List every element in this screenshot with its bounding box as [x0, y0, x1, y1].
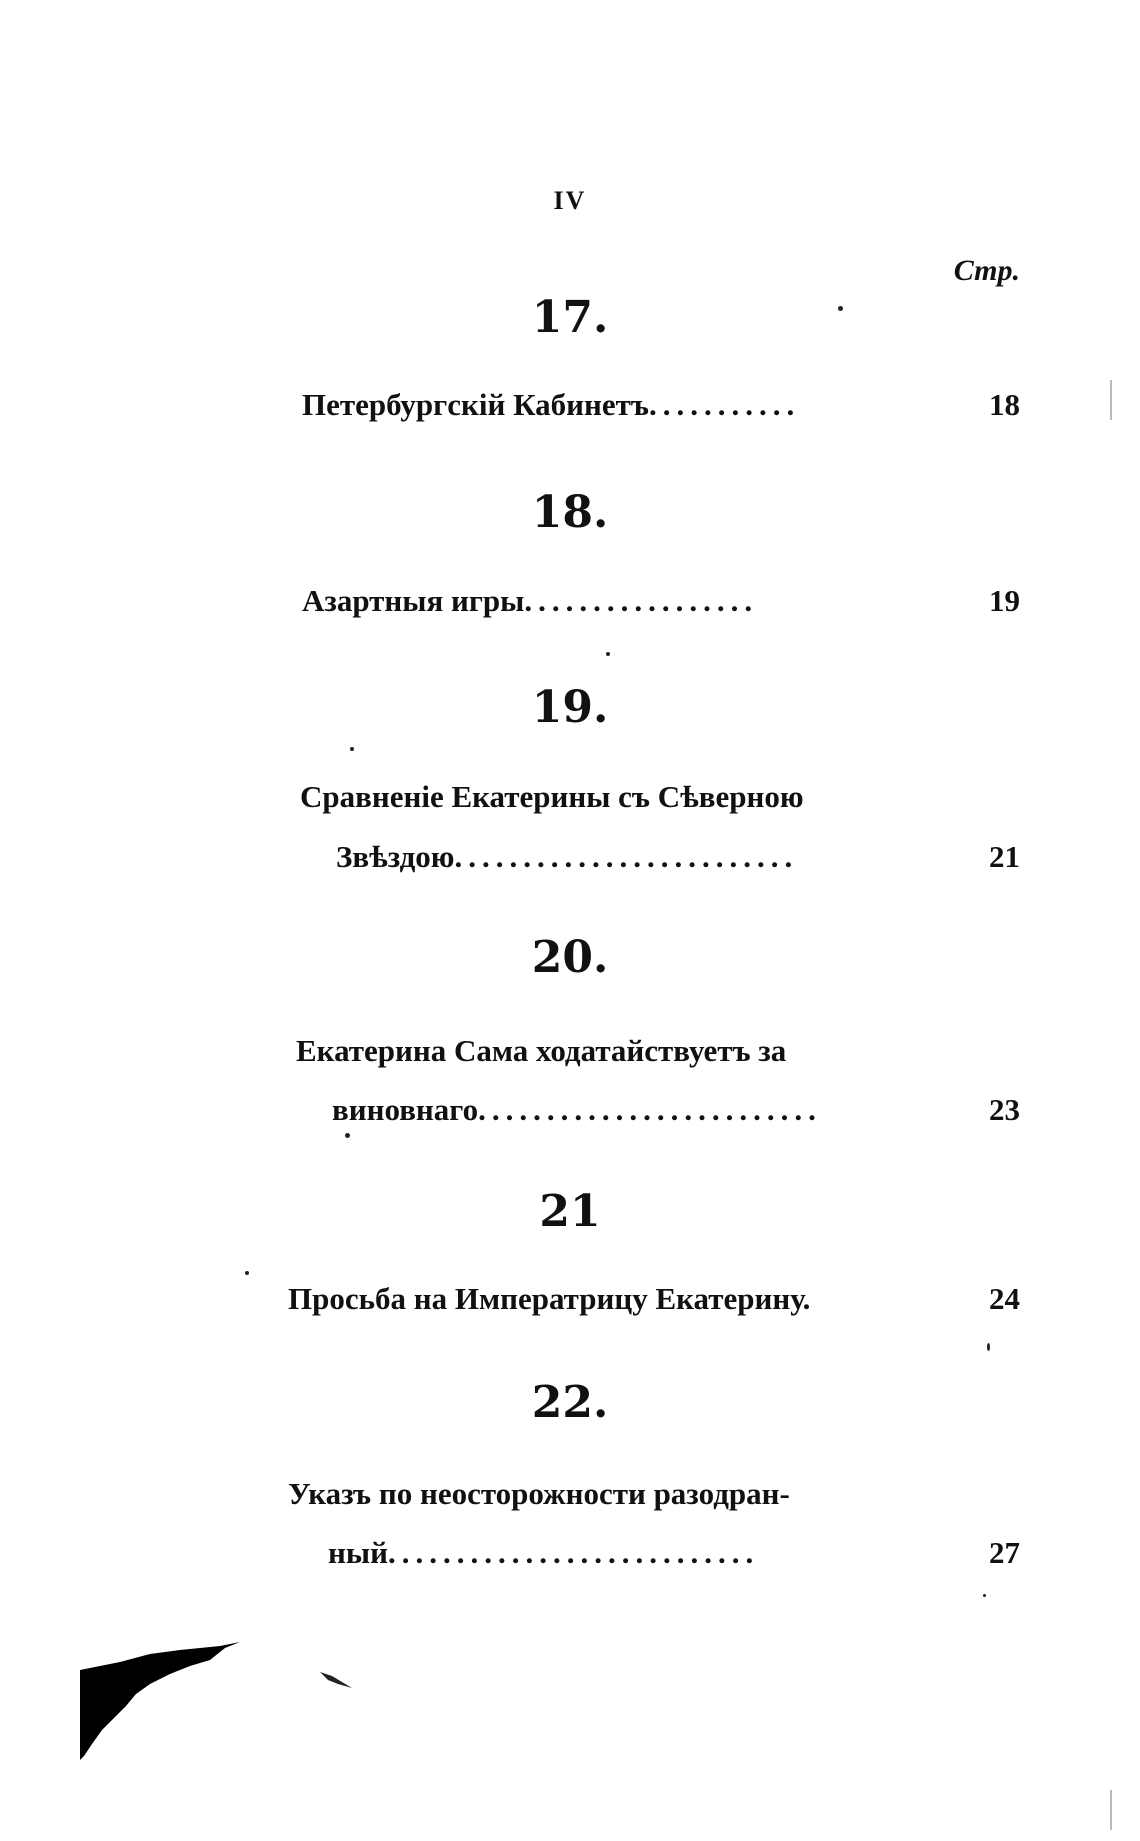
entry-title: Петербургскій Кабинетъ: [302, 387, 649, 422]
entry-title-line[interactable]: [288, 1281, 968, 1321]
entry-title-line[interactable]: [302, 583, 942, 623]
ink-mark-decoration: [318, 1668, 358, 1692]
entry-number: 18.: [531, 487, 609, 538]
page-column-heading: Стр.: [953, 254, 1020, 287]
entry-title-continuation[interactable]: [328, 1535, 938, 1575]
entry-title: Сравненіе Екатерины съ Сѣверною: [300, 779, 804, 814]
entry-title: Азартныя игры: [302, 583, 525, 618]
entry-title-line[interactable]: [288, 1476, 958, 1516]
entry-title-rest: Звѣздою: [336, 839, 455, 874]
entry-title-rest: ный: [328, 1535, 388, 1570]
page-edge-mark: [1110, 380, 1112, 420]
entry-number: 20.: [531, 932, 609, 983]
entry-title-continuation[interactable]: [332, 1092, 942, 1132]
entry-page-number: 21: [989, 839, 1020, 874]
leader-dots: .........................: [478, 1092, 822, 1127]
entry-title-rest: виновнаго: [332, 1092, 479, 1127]
scan-speck: [345, 1133, 350, 1138]
entry-page-number: 23: [989, 1092, 1020, 1127]
entry-page-number: 24: [989, 1281, 1020, 1316]
entry-title-line[interactable]: [302, 387, 942, 427]
entry-number: 17.: [531, 292, 609, 343]
page-folio: IV: [553, 186, 587, 215]
entry-title-continuation[interactable]: [336, 839, 946, 879]
leader-dots: .........................: [454, 839, 799, 874]
scan-speck: [245, 1271, 249, 1275]
ink-blot-decoration: [80, 1640, 240, 1760]
entry-title: Екатерина Сама ходатайствуетъ за: [296, 1033, 787, 1068]
scan-speck: [987, 1343, 990, 1351]
scan-speck: [350, 747, 354, 751]
page-edge-mark: [1110, 1790, 1112, 1830]
entry-page-number: 18: [989, 387, 1020, 422]
entry-number: 19.: [531, 682, 609, 733]
entry-number: 21: [539, 1186, 601, 1237]
leader-dots: ...........: [648, 387, 801, 422]
entry-title-line[interactable]: [296, 1033, 956, 1073]
entry-page-number: 19: [989, 583, 1020, 618]
scan-speck: [838, 306, 843, 311]
leader-dots: .................: [524, 583, 759, 618]
entry-title: Указъ по неосторожности разодран-: [288, 1476, 790, 1511]
leader-dots: ...........................: [387, 1535, 760, 1570]
scan-speck: [606, 652, 610, 656]
entry-number: 22.: [531, 1377, 609, 1428]
entry-page-number: 27: [989, 1535, 1020, 1570]
scan-speck: [983, 1594, 986, 1597]
entry-title-line[interactable]: [300, 779, 950, 819]
entry-title: Просьба на Императрицу Екатерину.: [288, 1281, 811, 1316]
